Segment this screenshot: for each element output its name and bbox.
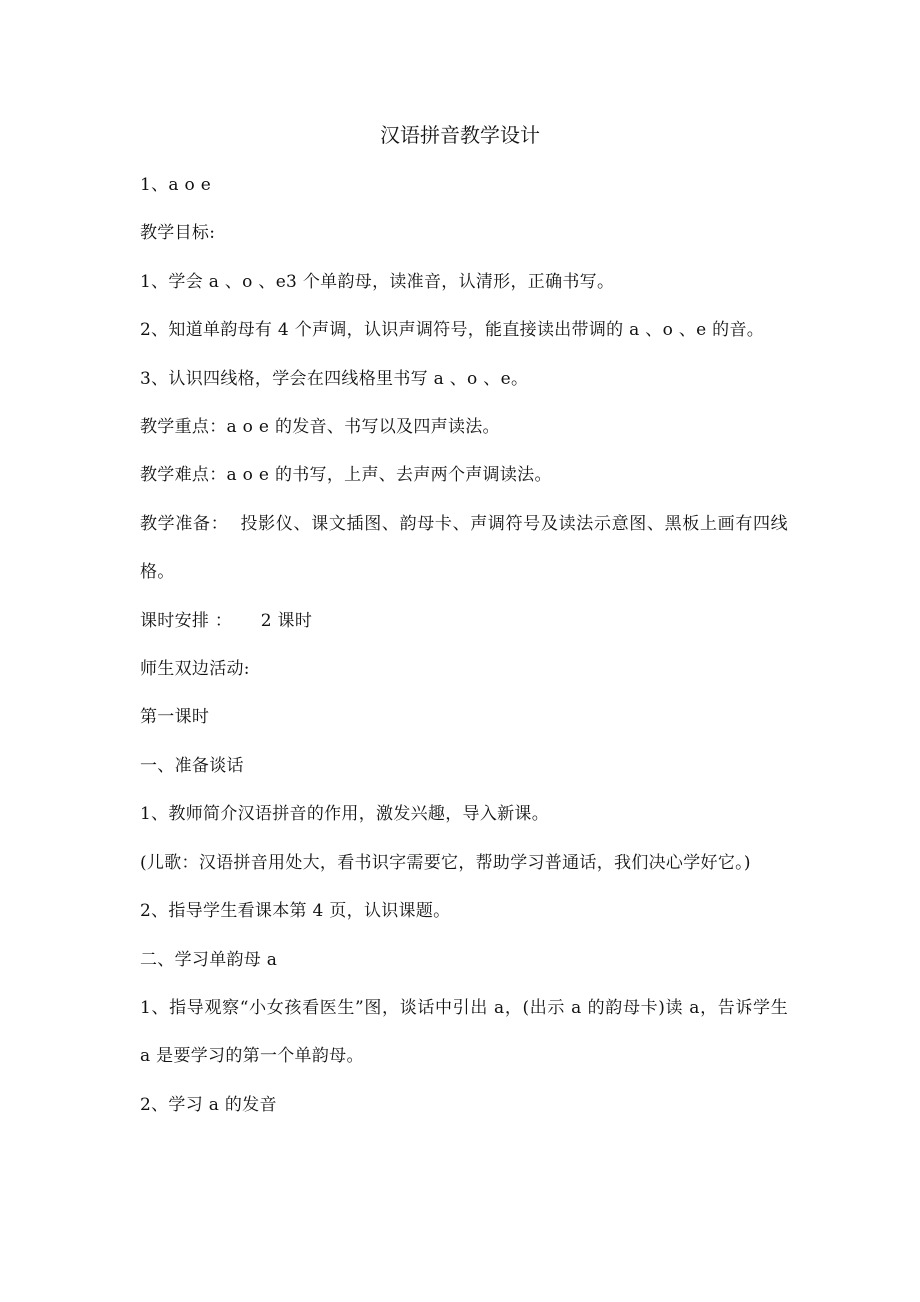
paragraph: 二、学习单韵母 a	[140, 949, 278, 970]
paragraph: 教学重点：a o e 的发音、书写以及四声读法。	[140, 417, 500, 438]
paragraph: 2、学习 a 的发音	[140, 1094, 277, 1115]
paragraph: 3、认识四线格，学会在四线格里书写 a 、o 、e。	[140, 368, 529, 389]
paragraph: 1、教师简介汉语拼音的作用，激发兴趣，导入新课。	[140, 804, 550, 825]
paragraph: 一、准备谈话	[140, 755, 244, 776]
paragraph: 教学目标:	[140, 223, 216, 244]
paragraph: 课时安排 ： 2 课时	[140, 610, 313, 631]
paragraph: 教学难点：a o e 的书写，上声、去声两个声调读法。	[140, 465, 552, 486]
paragraph: (儿歌：汉语拼音用处大，看书识字需要它，帮助学习普通话，我们决心学好它。)	[140, 852, 751, 873]
paragraph: 1、学会 a 、o 、e3 个单韵母，读准音，认清形，正确书写。	[140, 271, 615, 292]
document-title: 汉语拼音教学设计	[380, 123, 540, 147]
paragraph: 教学准备： 投影仪、课文插图、韵母卡、声调符号及读法示意图、黑板上画有四线格。	[140, 513, 788, 583]
paragraph: 师生双边活动:	[140, 659, 250, 680]
paragraph: 1、a o e	[140, 175, 212, 195]
document-body	[140, 161, 794, 1129]
paragraph: 1、指导观察“小女孩看医生”图，谈话中引出 a，(出示 a 的韵母卡)读 a，告诉学生 a 是要学习的第一个单韵母。	[140, 997, 794, 1067]
paragraph: 2、指导学生看课本第 4 页，认识课题。	[140, 901, 451, 922]
paragraph: 第一课时	[140, 707, 210, 728]
paragraph: 2、知道单韵母有 4 个声调，认识声调符号，能直接读出带调的 a 、o 、e 的音。	[140, 320, 765, 341]
